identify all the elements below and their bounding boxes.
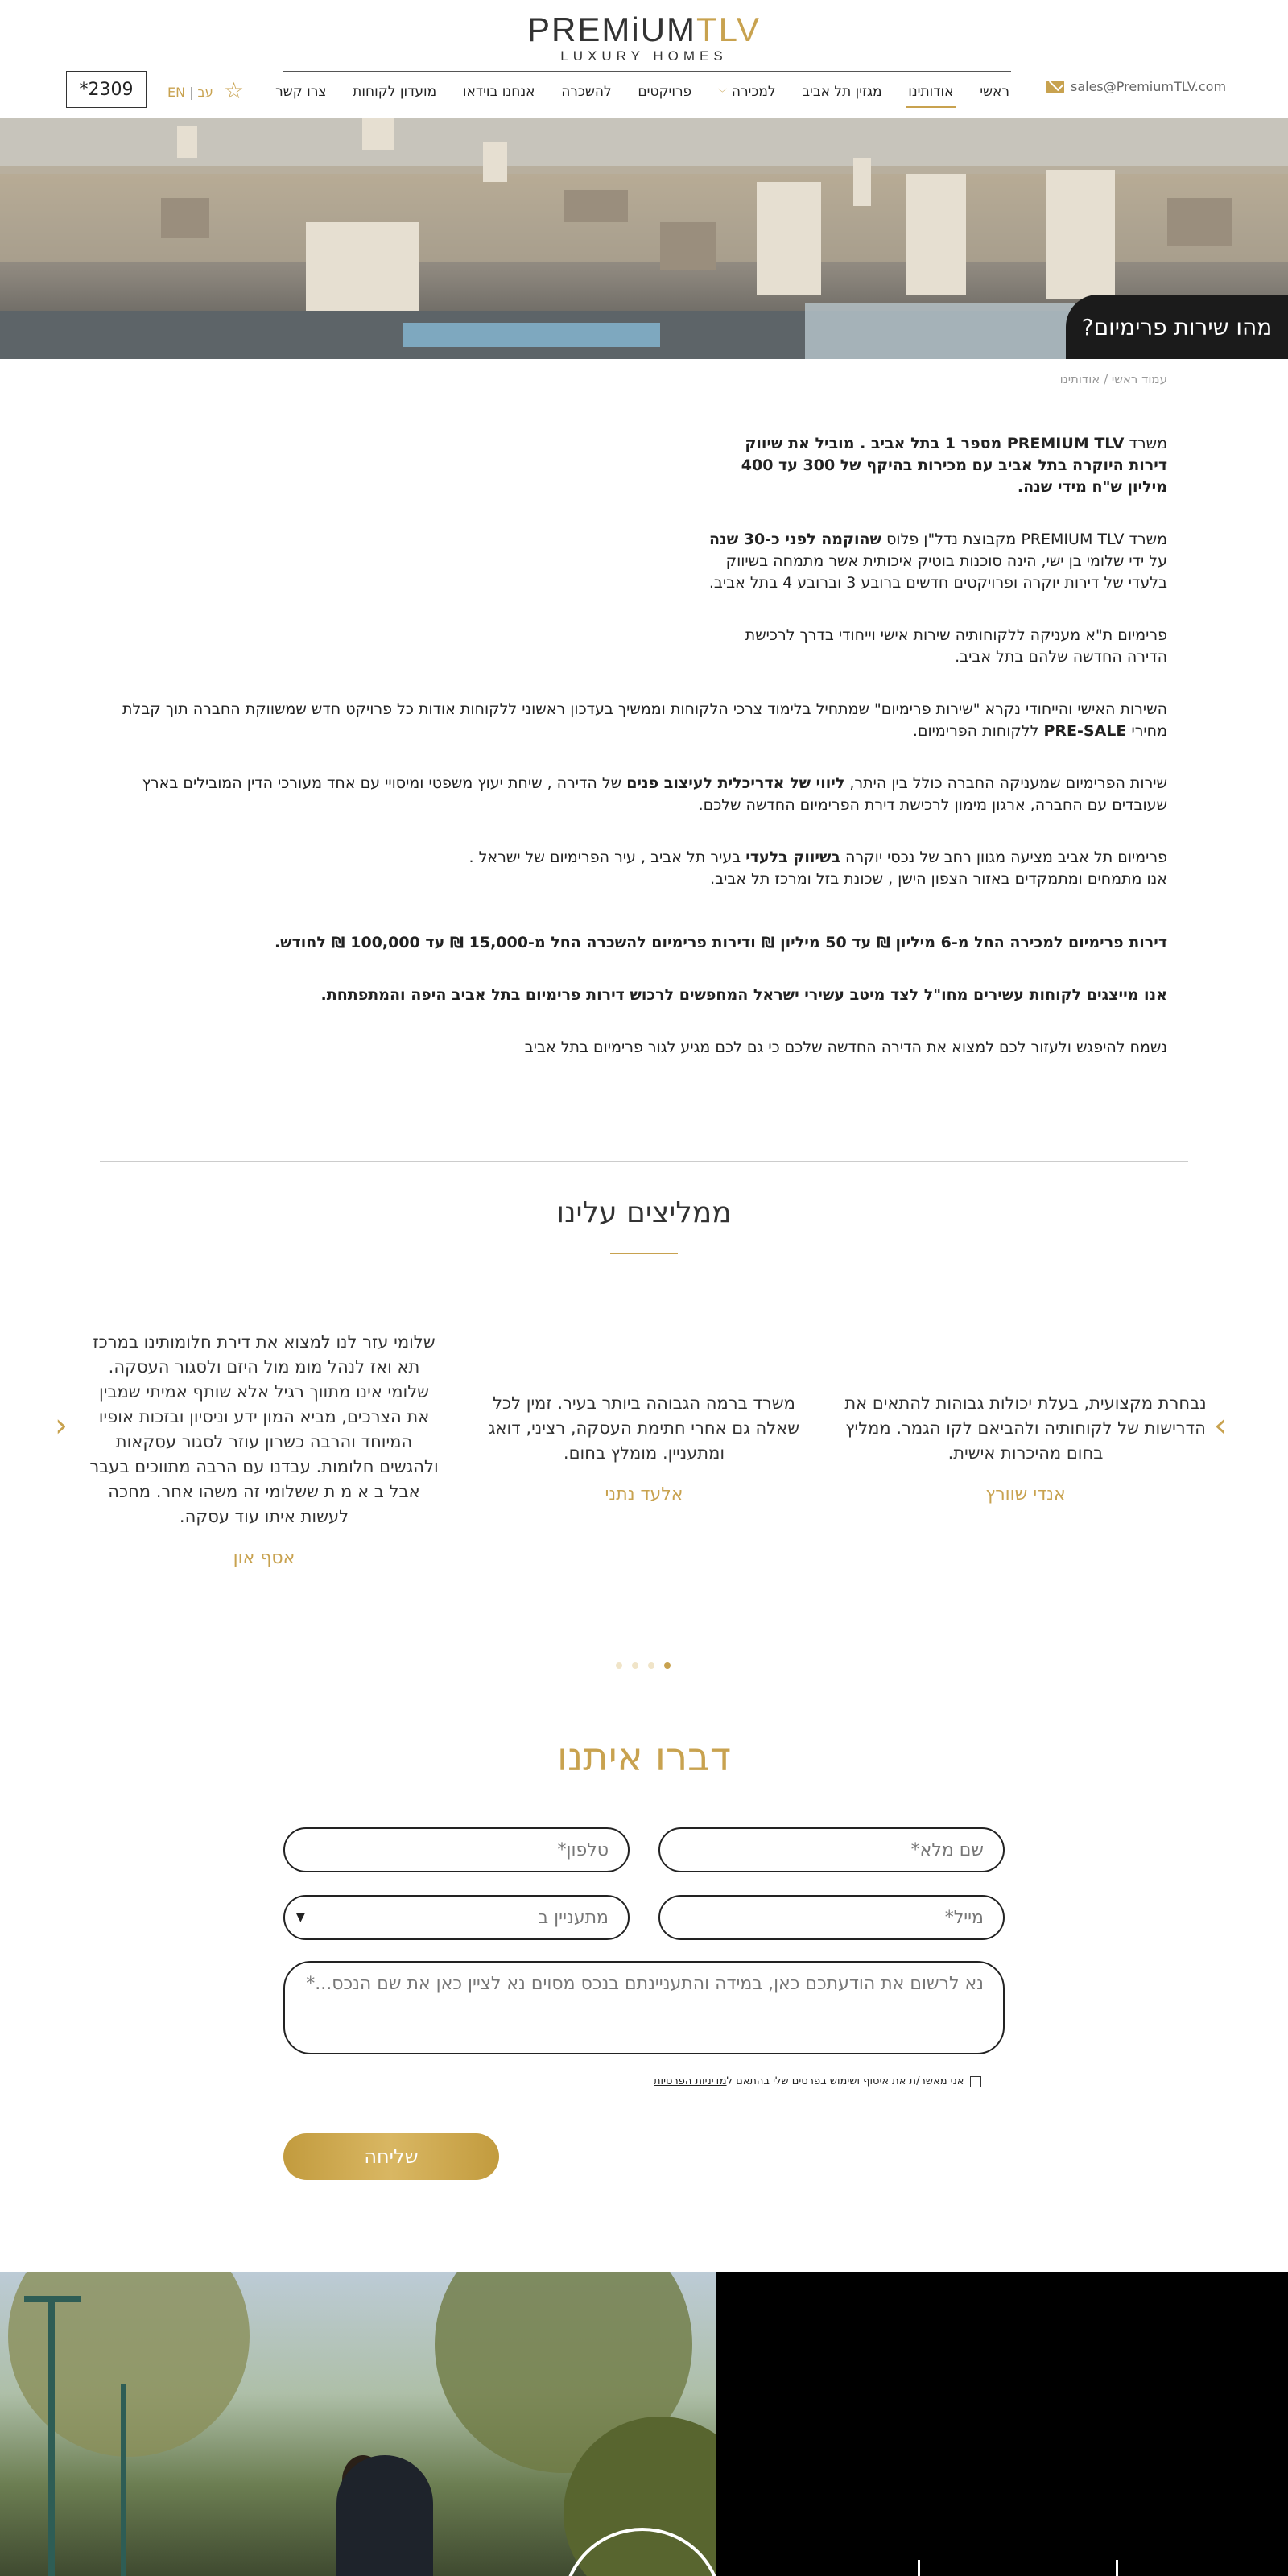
phone-placeholder: טלפון* [557, 1839, 609, 1860]
p1-c: מספר 1 בתל אביב . [860, 435, 1007, 452]
carousel-dot[interactable] [632, 1662, 638, 1669]
p1-b: PREMIUM TLV [1006, 435, 1125, 452]
chevron-left-icon[interactable]: ‹ [55, 1407, 68, 1444]
testimonial-author: אלעד נתני [605, 1484, 683, 1505]
chevron-right-icon[interactable]: › [1214, 1407, 1227, 1444]
full-name-placeholder: שם מלא* [910, 1839, 984, 1860]
consent-checkbox[interactable] [970, 2076, 981, 2087]
p6-b: בשיווק בלעדי [745, 848, 840, 866]
nav-item-about[interactable]: אודותינו [908, 84, 954, 100]
carousel-dot[interactable] [648, 1662, 654, 1669]
caret-down-icon: ▼ [296, 1911, 305, 1924]
p5-a: שירות הפרימיום שמעניקה החברה כולל בין היתר, [844, 774, 1167, 792]
breadcrumb: עמוד ראשי / אודותינו [1059, 372, 1167, 386]
nav-divider [283, 71, 1011, 72]
nav-item-for-rent[interactable]: להשכרה [561, 84, 612, 100]
privacy-consent [654, 2075, 981, 2087]
email-field[interactable] [658, 1895, 1005, 1940]
testimonial-card [840, 1391, 1211, 1507]
interest-placeholder: מתעניין ב [538, 1907, 609, 1928]
about-paragraph-6 [121, 847, 1167, 890]
email-link[interactable] [1046, 79, 1226, 94]
nav-item-home[interactable]: ראשי [980, 84, 1009, 100]
testimonial-card [87, 1330, 441, 1571]
full-name-field[interactable] [658, 1827, 1005, 1872]
p6-d: אנו מתמחים ומתמקדים באזור הצפון הישן , שכונת בזל ומרכז תל אביב. [710, 870, 1167, 888]
lang-he[interactable]: עב [197, 85, 213, 100]
logo-word-tlv: TLV [696, 10, 761, 48]
message-placeholder: נא לרשום את הודעתכם כאן, במידה והתעניינתם בנכס מסוים נא לציין כאן את שם הנכס...* [306, 1974, 984, 1994]
lang-separator: | [189, 85, 194, 100]
about-paragraph-8: אנו מייצגים לקוחות עשירים מחו"ל לצד מיטב עשירי ישראל המחפשים לרכוש דירות פרימיום בתל אביב היפה והמתפתחת. [320, 986, 1167, 1004]
decorative-line [1116, 2560, 1118, 2576]
testimonials-title-underline [610, 1253, 678, 1254]
email-placeholder: מייל* [944, 1907, 984, 1928]
testimonial-card [475, 1391, 813, 1507]
p1-d: מוביל את שיווק דירות היוקרה בתל אביב עם מכירות בהיקף של 300 עד 400 מיליון ש"ח מידי שנה. [741, 435, 1167, 496]
dark-panel [716, 2272, 1288, 2576]
logo-wordmark [0, 11, 1288, 48]
contact-title: דברו איתנו [556, 1735, 732, 1780]
nav-item-projects[interactable]: פרויקטים [638, 84, 692, 100]
p5-b: ליווי של אדריכלית לעיצוב פנים [626, 774, 845, 792]
hero-title: מהו שירות פרימיום? [1066, 295, 1288, 359]
decorative-line [918, 2560, 920, 2576]
p2-b: שהוקמה לפני כ-30 שנה [709, 530, 882, 548]
privacy-policy-link[interactable]: מדיניות הפרטיות [654, 2075, 727, 2087]
lang-en[interactable]: EN [167, 85, 186, 100]
p4-a: השירות האישי והייחודי נקרא "שירות פרימיום" שמתחיל בלימוד צרכי הלקוחות וממשיך בעדכון ראשוני ללקוחות אודות כל פרויקט חדש שמשווקת החברה תוך קבלת מחירי [122, 700, 1167, 740]
phone-field[interactable] [283, 1827, 630, 1872]
about-paragraph-4 [121, 699, 1167, 742]
testimonial-author: אנדי שוורץ [985, 1484, 1066, 1505]
interest-select[interactable] [283, 1895, 630, 1940]
p2-c: על ידי שלומי בן ישי, הינה סוכנות בוטיק איכותית אשר מתמחה בשיווק בלעדי של דירות יוקרה ופרויקטים חדשים ברובע 3 וברובע 4 בתל אביב. [708, 552, 1167, 592]
testimonial-text: שלומי עזר לנו למצוא את דירת חלומותינו במרכז תא ואז לנהל מומ מול היזם ולסגור העסקה. שלומי אינו מתווך רגיל אלא שותף אמיתי שמבין את הצרכים, מביא המון ידע וניסיון ובזכות אופיו המיוחד והרבה כשרון עוזר לסגור עסקאות ולהגשים חלומות. עבדנו עם הרבה מתווכים בעבר אבל ב א מ ת ששלומי זה משהו אחר. מחכה לעשות איתו עוד עסקה. [89, 1332, 439, 1526]
nav-item-for-sale[interactable] [716, 84, 778, 100]
p2-a: משרד PREMIUM TLV מקבוצת נדל"ן פלוס [881, 530, 1167, 548]
testimonial-author: אסף און [233, 1548, 295, 1568]
logo[interactable] [0, 11, 1288, 64]
p1-a: משרד [1124, 435, 1167, 452]
p4-b: PRE-SALE [1043, 722, 1127, 740]
main-nav [274, 76, 1011, 108]
testimonial-text: נבחרת מקצועית, בעלת יכולות גבוהות להתאים את הדרישות של לקוחותיה ולהביאם לקו הגמר. ממליץ בחום מהיכרות אישית. [844, 1393, 1207, 1463]
nav-item-club[interactable]: מועדון לקוחות [353, 84, 437, 100]
about-content [121, 433, 1167, 1089]
language-switcher [167, 85, 213, 100]
p6-c: בעיר תל אביב , עיר הפרימיום של ישראל . [469, 848, 746, 866]
consent-text [654, 2075, 964, 2087]
nav-item-magazine[interactable]: מגזין תל אביב [802, 84, 882, 100]
p5-c: של הדירה , שיחת יעוץ משפטי ומיסויי עם אחד מעורכי הדין המובילים בארץ שעובדים עם החברה, ארגון מימון לרכישת דירת הפרימיום החדשה שלכם. [142, 774, 1167, 814]
logo-word-premium: PREMiUM [527, 10, 697, 48]
p6-a: פרימיום תל אביב מציעה מגוון רחב של נכסי יוקרה [840, 848, 1167, 866]
testimonials-title: ממליצים עלינו [556, 1196, 732, 1229]
site-header [0, 0, 1288, 118]
logo-tagline: LUXURY HOMES [560, 48, 728, 64]
p4-c: ללקוחות הפרימיום. [912, 722, 1044, 740]
about-paragraph-3: פרימיום ת"א מעניקה ללקוחותיה שירות אישי וייחודי בדרך לרכישת הדירה החדשה שלהם בתל אביב. [745, 626, 1167, 666]
hero-banner [0, 118, 1288, 359]
about-paragraph-2 [704, 529, 1167, 594]
carousel-dot-active[interactable] [664, 1662, 671, 1669]
testimonial-text: משרד ברמה הגבוהה ביותר בעיר. זמין לכל שאלה גם אחרי חתימת העסקה, רציני, דואג ומתעניין. מומלץ בחום. [488, 1393, 800, 1463]
envelope-icon [1046, 80, 1064, 93]
about-paragraph-9: נשמח להיפגש ולעזור לכם למצוא את הדירה החדשה שלכם כי גם לכם מגיע לגור פרימיום בתל אביב [524, 1038, 1167, 1056]
carousel-dot[interactable] [616, 1662, 622, 1669]
about-paragraph-5 [121, 773, 1167, 816]
section-divider [100, 1161, 1188, 1162]
phone-button[interactable]: *2309 [66, 71, 147, 108]
carousel-dots [616, 1662, 671, 1669]
nav-item-video[interactable]: אנחנו בוידאו [462, 84, 535, 100]
about-paragraph-7: דירות פרימיום למכירה החל מ-6 מיליון ₪ עד 50 מיליון ₪ ודירות פרימיום להשכרה החל מ-15,000 ₪ עד 100,000 ₪ לחודש. [274, 934, 1167, 952]
nav-item-for-sale-label: למכירה [731, 84, 776, 100]
email-text: sales@PremiumTLV.com [1071, 79, 1227, 94]
person-figure [336, 2455, 433, 2576]
consent-label: אני מאשר/ת את איסוף ושימוש בפרטים שלי בהתאם ל [726, 2075, 964, 2087]
about-paragraph-1 [716, 433, 1167, 498]
chevron-down-icon: ﹀ [717, 88, 727, 98]
submit-button[interactable]: שליחה [283, 2133, 499, 2180]
star-icon[interactable]: ☆ [224, 77, 245, 104]
message-textarea[interactable] [283, 1961, 1005, 2054]
nav-item-contact[interactable]: צרו קשר [275, 84, 327, 100]
